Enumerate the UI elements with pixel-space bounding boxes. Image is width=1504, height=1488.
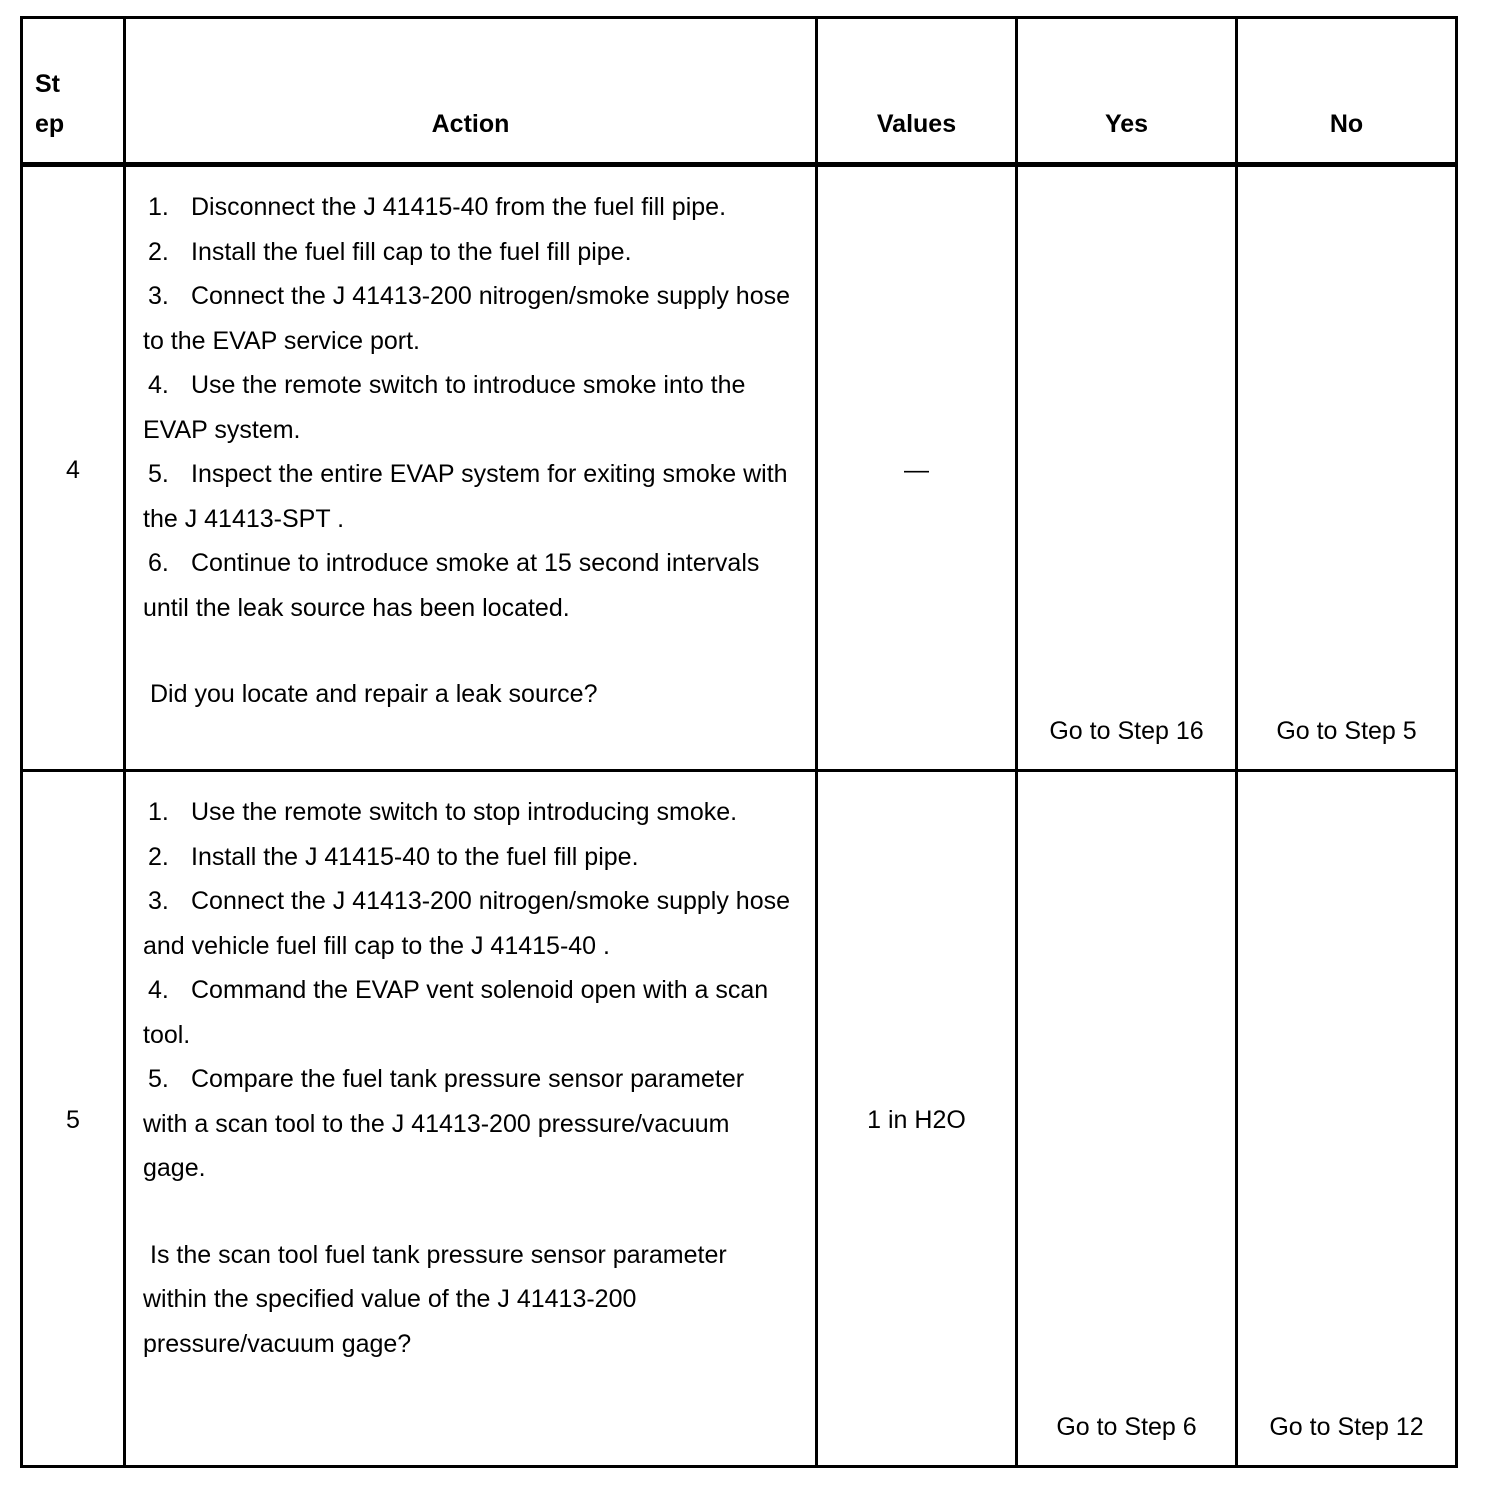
header-action: Action [125,18,817,165]
yes-cell [1017,771,1237,1467]
action-item: 1. Disconnect the J 41415-40 from the fuel fill pipe. [148,193,727,221]
action-item: 2. Install the fuel fill cap to the fuel fill pipe. [148,237,632,266]
value-text: 1 in H2O [867,1106,966,1134]
table-row [22,771,1457,1467]
table-row [22,165,1457,771]
table-header-row [22,18,1457,165]
no-link[interactable]: Go to Step 5 [1276,716,1417,745]
header-no: No [1237,18,1457,165]
action-item: 5. Inspect the entire EVAP system for exiting smoke with the J 41413-SPT . [143,460,788,533]
action-item: 4. Command the EVAP vent solenoid open with a scan tool. [143,976,769,1049]
header-values: Values [817,18,1017,165]
step-cell [22,771,125,1467]
step-cell [22,165,125,771]
yes-cell [1017,165,1237,771]
action-item: 5. Compare the fuel tank pressure sensor parameter with a scan tool to the J 41413-200 pressure/vacuum gage. [143,1065,745,1182]
values-cell [817,771,1017,1467]
action-list [143,790,795,1191]
step-number: 5 [66,1106,80,1134]
yes-link[interactable]: Go to Step 6 [1056,1412,1197,1441]
action-item: 6. Continue to introduce smoke at 15 second intervals until the leak source has been located. [143,549,760,622]
diagnostic-table-sheet [20,16,1455,1468]
value-text: — [904,456,929,484]
step-number: 4 [66,456,80,484]
action-item: 3. Connect the J 41413-200 nitrogen/smoke supply hose to the EVAP service port. [143,282,790,355]
header-step: St ep [22,18,125,165]
diagnostic-table [20,16,1458,1468]
no-cell [1237,165,1457,771]
action-cell [125,771,817,1467]
action-item: 3. Connect the J 41413-200 nitrogen/smoke supply hose and vehicle fuel fill cap to the J 41415-40 . [143,887,790,960]
action-item: 1. Use the remote switch to stop introducing smoke. [148,798,738,826]
yes-link[interactable]: Go to Step 16 [1049,716,1204,745]
action-question: Is the scan tool fuel tank pressure sensor parameter within the specified value of the J 41413-200 pressure/vacuum gage? [143,1240,727,1358]
action-item: 4. Use the remote switch to introduce smoke into the EVAP system. [143,371,746,444]
action-list [143,185,795,630]
no-cell [1237,771,1457,1467]
no-link[interactable]: Go to Step 12 [1269,1412,1424,1441]
action-question: Did you locate and repair a leak source? [150,680,598,708]
action-cell [125,165,817,771]
values-cell [817,165,1017,771]
action-item: 2. Install the J 41415-40 to the fuel fill pipe. [148,842,639,871]
header-yes: Yes [1017,18,1237,165]
